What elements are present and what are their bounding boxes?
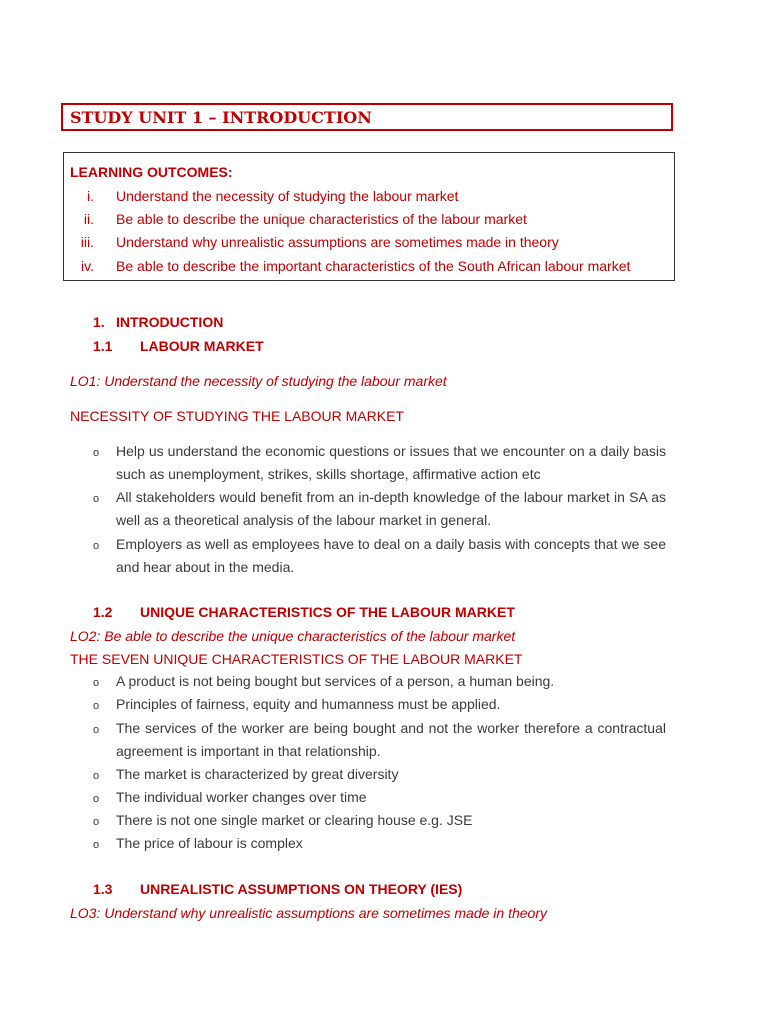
bullet-marker: o — [93, 839, 100, 851]
bullet-text: Help us understand the economic questions or issues that we encounter on a daily basis such as unemployment, strikes, skills shortage, affirmative action etc — [116, 443, 666, 482]
bullet-text: There is not one single market or clearing house e.g. JSE — [116, 812, 473, 828]
learning-outcome-text: Be able to describe the unique characteristics of the labour market — [116, 211, 527, 227]
learning-outcome-1-line: LO1: Understand the necessity of studying the labour market — [70, 373, 447, 389]
section-title: UNIQUE CHARACTERISTICS OF THE LABOUR MARKET — [140, 604, 515, 620]
bullet-marker: o — [93, 493, 100, 505]
bullet-text: A product is not being bought but services of a person, a human being. — [116, 673, 555, 689]
bullet-text: The market is characterized by great diversity — [116, 766, 399, 782]
bullet-marker: o — [93, 724, 100, 736]
bullet-marker: o — [93, 700, 100, 712]
learning-outcome-text: Be able to describe the important characteristics of the South African labour market — [116, 258, 631, 274]
necessity-subheading: NECESSITY OF STUDYING THE LABOUR MARKET — [70, 408, 404, 424]
section-title: LABOUR MARKET — [140, 338, 264, 354]
bullet-text: The individual worker changes over time — [116, 789, 367, 805]
bullet-marker: o — [93, 447, 100, 459]
learning-outcome-number: iv. — [81, 258, 94, 274]
bullet-text: The services of the worker are being bought and not the worker therefore a contractual agreement is important in that relationship. — [116, 720, 666, 759]
bullet-text: All stakeholders would benefit from an in-depth knowledge of the labour market in SA as well as a theoretical analysis of the labour market in general. — [116, 489, 666, 528]
seven-characteristics-subheading: THE SEVEN UNIQUE CHARACTERISTICS OF THE LABOUR MARKET — [70, 651, 523, 667]
bullet-text: Principles of fairness, equity and humanness must be applied. — [116, 696, 501, 712]
learning-outcome-2-line: LO2: Be able to describe the unique characteristics of the labour market — [70, 628, 516, 644]
learning-outcome-3-line: LO3: Understand why unrealistic assumptions are sometimes made in theory — [70, 905, 547, 921]
learning-outcome-number: iii. — [80, 234, 94, 250]
learning-outcomes-box — [63, 152, 675, 281]
section-number: 1. — [93, 314, 105, 330]
bullet-marker: o — [93, 677, 100, 689]
bullet-marker: o — [93, 793, 100, 805]
bullet-marker: o — [93, 770, 100, 782]
learning-outcome-number: i. — [87, 188, 94, 204]
bullet-marker: o — [93, 540, 100, 552]
learning-outcomes-heading: LEARNING OUTCOMES: — [70, 164, 233, 180]
learning-outcome-text: Understand the necessity of studying the labour market — [116, 188, 459, 204]
learning-outcome-number: ii. — [83, 211, 94, 227]
bullet-text: Employers as well as employees have to deal on a daily basis with concepts that we see and hear about in the media. — [116, 536, 666, 575]
section-number: 1.3 — [93, 881, 113, 897]
bullet-marker: o — [93, 816, 100, 828]
bullet-text: The price of labour is complex — [116, 835, 303, 851]
learning-outcome-text: Understand why unrealistic assumptions are sometimes made in theory — [116, 234, 559, 250]
study-unit-title-box — [61, 103, 673, 131]
study-unit-title: STUDY UNIT 1 – INTRODUCTION — [70, 108, 372, 127]
section-number: 1.2 — [93, 604, 113, 620]
section-title: UNREALISTIC ASSUMPTIONS ON THEORY (IES) — [140, 881, 463, 897]
section-number: 1.1 — [93, 338, 113, 354]
section-title: INTRODUCTION — [116, 314, 224, 330]
